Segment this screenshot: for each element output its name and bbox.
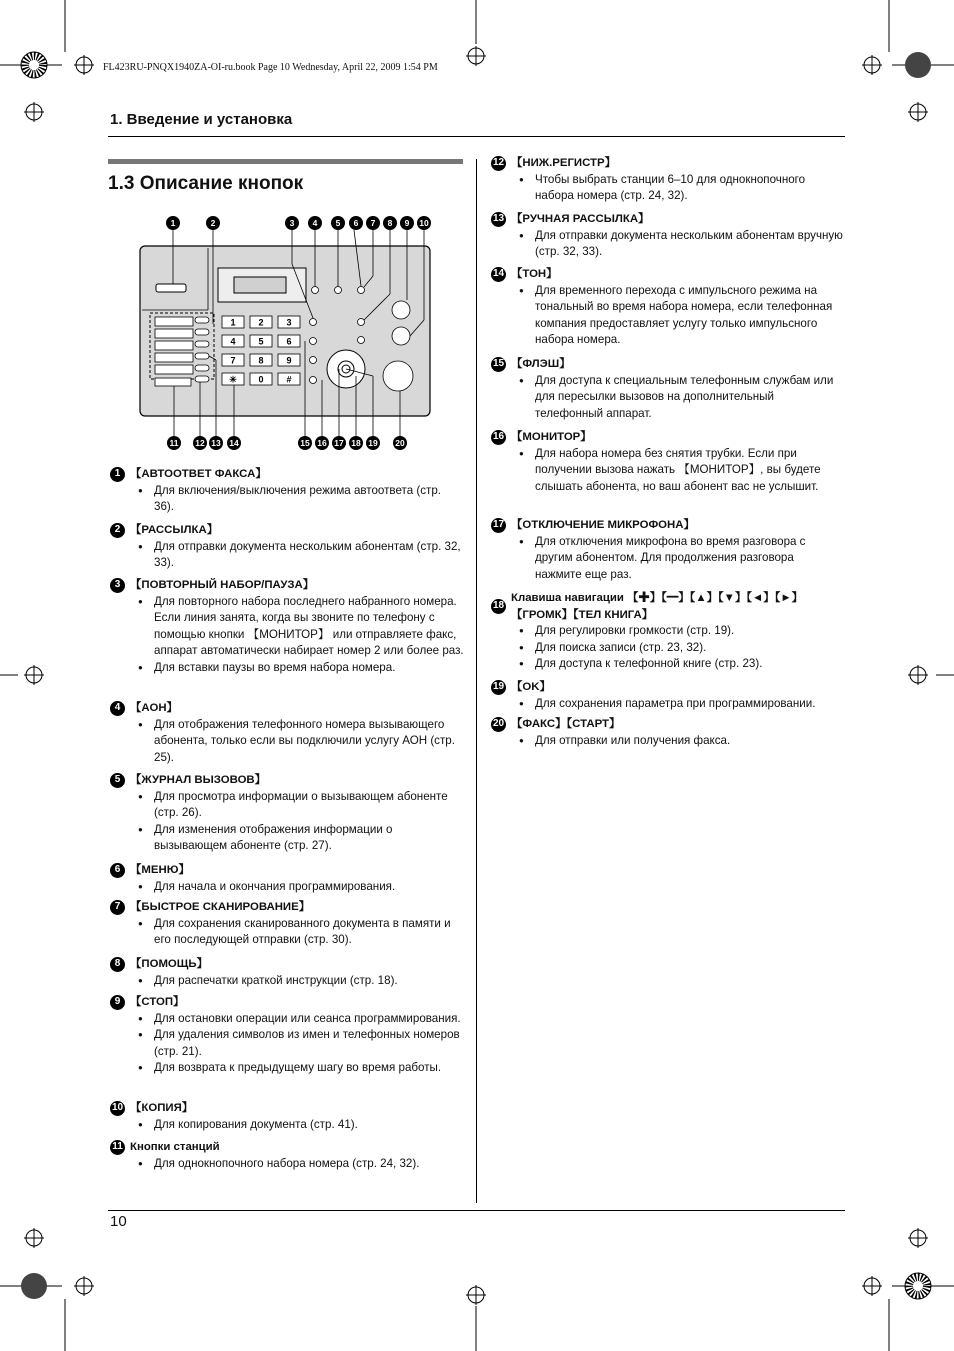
item-number-badge: 3 (110, 578, 125, 593)
button-description (114, 956, 464, 989)
keypad-key-label: 2 (258, 317, 264, 328)
section-title: 1. Введение и установка (110, 111, 293, 128)
button-description (492, 266, 843, 349)
item-title: 【МОНИТОР】 (511, 431, 592, 443)
item-header (112, 1139, 464, 1156)
keypad-key-label: 3 (286, 317, 292, 328)
fax-panel-diagram (130, 210, 460, 460)
item-number-badge: 18 (491, 599, 506, 614)
button-description (492, 590, 843, 673)
item-title: 【ФАКС】【СТАРТ】 (511, 718, 621, 730)
button-description (492, 211, 843, 261)
keypad-key-label: 9 (286, 355, 292, 366)
item-header (492, 517, 843, 534)
callout-number: 12 (193, 436, 207, 450)
item-title: Клавиша навигации 【✚】【━】【▲】【▼】【◄】【►】【ГРОМК】【ТЕЛ КНИГА】 (511, 592, 804, 621)
item-header (114, 956, 464, 973)
button-description (111, 1100, 464, 1133)
callout-number: 20 (393, 436, 407, 450)
item-number-badge: 11 (110, 1140, 125, 1155)
item-title: 【СТОП】 (130, 996, 185, 1008)
button-description (492, 429, 843, 495)
item-bullet: ● Для просмотра информации о вызывающем абоненте (стр. 26). (132, 789, 464, 822)
callout-number: 17 (332, 436, 346, 450)
callout-number: 11 (167, 436, 181, 450)
callout-number: 3 (285, 216, 299, 230)
item-bullet: ● Для отключения микрофона во время разговора с другим абонентом. Для продолжения разговора нажмите еще раз. (513, 534, 843, 584)
keypad-key-label: 5 (258, 336, 264, 347)
page-heading: 1.3 Описание кнопок (108, 173, 304, 194)
button-description (114, 899, 464, 949)
item-title: 【АОН】 (130, 702, 178, 714)
item-number-badge: 6 (110, 863, 125, 878)
callout-number: 5 (331, 216, 345, 230)
callout-number: 15 (298, 436, 312, 450)
callout-number: 7 (366, 216, 380, 230)
item-bullet: ● Для включения/выключения режима автоответа (стр. 36). (132, 483, 464, 516)
callout-number: 2 (206, 216, 220, 230)
button-description (492, 679, 843, 712)
button-description (492, 155, 843, 205)
callout-number: 13 (209, 436, 223, 450)
item-number-badge: 8 (110, 957, 125, 972)
item-header (114, 862, 464, 879)
item-bullet: ● Для однокнопочного набора номера (стр. 24, 32). (132, 1156, 464, 1173)
callout-number: 16 (315, 436, 329, 450)
item-number-badge: 17 (491, 518, 506, 533)
item-number-badge: 5 (110, 773, 125, 788)
keypad-key-label: 0 (258, 374, 264, 385)
item-title: 【OK】 (511, 681, 551, 693)
keypad-key-label: 4 (230, 336, 236, 347)
item-number-badge: 4 (110, 701, 125, 716)
item-header (492, 429, 843, 446)
item-title: 【ПОВТОРНЫЙ НАБОР/ПАУЗА】 (130, 579, 315, 591)
keypad-key-label: # (286, 374, 292, 385)
callout-number: 14 (227, 436, 241, 450)
callout-number: 9 (400, 216, 414, 230)
item-number-badge: 14 (491, 267, 506, 282)
item-header (114, 899, 464, 916)
item-title: 【ОТКЛЮЧЕНИЕ МИКРОФОНА】 (511, 519, 695, 531)
item-title: 【КОПИЯ】 (130, 1102, 194, 1114)
item-bullet: ● Для распечатки краткой инструкции (стр. 18). (132, 973, 464, 990)
button-description (114, 577, 464, 677)
item-bullet: ● Для начала и окончания программирования. (132, 879, 464, 896)
heading-rule-thick (108, 159, 463, 164)
keypad-key-label: 6 (286, 336, 292, 347)
item-bullet: ● Для доступа к специальным телефонным службам или для пересылки вызовов на дополнительный телефонный аппарат. (513, 373, 843, 423)
item-bullet: ● Для остановки операции или сеанса программирования. (132, 1011, 464, 1028)
column-divider (476, 159, 477, 1203)
item-bullet: ● Для возврата к предыдущему шагу во время работы. (132, 1060, 464, 1077)
item-bullet: ● Для удаления символов из имен и телефонных номеров (стр. 21). (132, 1027, 464, 1060)
item-title: 【ТОН】 (511, 268, 558, 280)
item-title: 【АВТООТВЕТ ФАКСА】 (130, 468, 267, 480)
item-bullet: ● Для доступа к телефонной книге (стр. 23). (513, 656, 843, 673)
item-bullet: ● Для набора номера без снятия трубки. Если при получении вызова нажать 【МОНИТОР】, вы будете слышать абонента, но ваш абонент вас не услышит. (513, 446, 843, 496)
button-description (492, 716, 843, 749)
item-header (114, 772, 464, 789)
item-bullet: ● Чтобы выбрать станции 6–10 для однокнопочного набора номера (стр. 24, 32). (513, 172, 843, 205)
item-header (492, 266, 843, 283)
item-header (492, 716, 843, 733)
item-title: 【НИЖ.РЕГИСТР】 (511, 157, 616, 169)
item-bullet: ● Для сохранения параметра при программировании. (513, 696, 843, 713)
item-bullet: ● Для повторного набора последнего набранного номера. Если линия занята, когда вы звоните по телефону с помощью кнопки 【МОНИТОР】 или отправляете факс, аппарат автоматически набирает номер 2 или более раз. (132, 594, 464, 660)
item-number-badge: 20 (491, 717, 506, 732)
button-description (114, 772, 464, 855)
keypad-key-label: 8 (258, 355, 264, 366)
callout-number: 1 (166, 216, 180, 230)
item-header (114, 700, 464, 717)
button-description (492, 517, 843, 583)
print-header: FL423RU-PNQX1940ZA-OI-ru.book Page 10 Wednesday, April 22, 2009 1:54 PM (103, 62, 438, 73)
item-number-badge: 1 (110, 467, 125, 482)
item-header (492, 679, 843, 696)
item-bullet: ● Для поиска записи (стр. 23, 32). (513, 640, 843, 657)
item-bullet: ● Для отправки документа нескольким абонентам (стр. 32, 33). (132, 539, 464, 572)
item-header (114, 522, 464, 539)
item-title: 【ПОМОЩЬ】 (130, 958, 208, 970)
button-description (112, 1139, 464, 1172)
callout-number: 18 (349, 436, 363, 450)
item-bullet: ● Для вставки паузы во время набора номера. (132, 660, 464, 677)
item-title: 【БЫСТРОЕ СКАНИРОВАНИЕ】 (130, 901, 311, 913)
item-number-badge: 13 (491, 212, 506, 227)
footer-rule (108, 1210, 845, 1211)
item-bullet: ● Для изменения отображения информации о вызывающем абоненте (стр. 27). (132, 822, 464, 855)
item-header (492, 356, 843, 373)
item-bullet: ● Для отправки документа нескольким абонентам вручную (стр. 32, 33). (513, 228, 843, 261)
item-header (492, 211, 843, 228)
item-title: 【ЖУРНАЛ ВЫЗОВОВ】 (130, 774, 267, 786)
item-bullet: ● Для копирования документа (стр. 41). (132, 1117, 464, 1134)
item-header (114, 466, 464, 483)
button-description (114, 862, 464, 895)
item-number-badge: 15 (491, 357, 506, 372)
item-number-badge: 16 (491, 430, 506, 445)
button-description (114, 700, 464, 766)
item-bullet: ● Для регулировки громкости (стр. 19). (513, 623, 843, 640)
item-header (114, 994, 464, 1011)
button-description (114, 994, 464, 1077)
callout-number: 8 (383, 216, 397, 230)
item-header (492, 155, 843, 172)
item-header (111, 1100, 464, 1117)
keypad-key-label: 7 (230, 355, 236, 366)
item-bullet: ● Для сохранения сканированного документа в памяти и его последующей отправки (стр. 30). (132, 916, 464, 949)
callout-number: 10 (417, 216, 431, 230)
callout-number: 4 (308, 216, 322, 230)
item-title: 【РУЧНАЯ РАССЫЛКА】 (511, 213, 650, 225)
callout-number: 19 (366, 436, 380, 450)
page-number: 10 (110, 1213, 127, 1230)
item-bullet: ● Для отображения телефонного номера вызывающего абонента, только если вы подключили услугу АОН (стр. 25). (132, 717, 464, 767)
item-number-badge: 12 (491, 156, 506, 171)
keypad-key-label: 1 (230, 317, 236, 328)
item-number-badge: 9 (110, 995, 125, 1010)
callout-number: 6 (349, 216, 363, 230)
item-title: Кнопки станций (130, 1141, 220, 1153)
button-description (492, 356, 843, 422)
item-number-badge: 19 (491, 680, 506, 695)
item-number-badge: 10 (110, 1101, 125, 1116)
keypad-key-label: ✳ (229, 374, 237, 385)
item-bullet: ● Для отправки или получения факса. (513, 733, 843, 750)
button-description (114, 522, 464, 572)
item-title: 【МЕНЮ】 (130, 864, 190, 876)
item-number-badge: 7 (110, 900, 125, 915)
item-bullet: ● Для временного перехода с импульсного режима на тональный во время набора номера, если телефонная компания предоставляет услугу только импульсного набора номера. (513, 283, 843, 349)
item-header (114, 577, 464, 594)
item-title: 【РАССЫЛКА】 (130, 524, 219, 536)
header-rule (108, 136, 845, 137)
item-title: 【ФЛЭШ】 (511, 358, 571, 370)
item-number-badge: 2 (110, 523, 125, 538)
item-header (492, 590, 843, 623)
button-description (114, 466, 464, 516)
